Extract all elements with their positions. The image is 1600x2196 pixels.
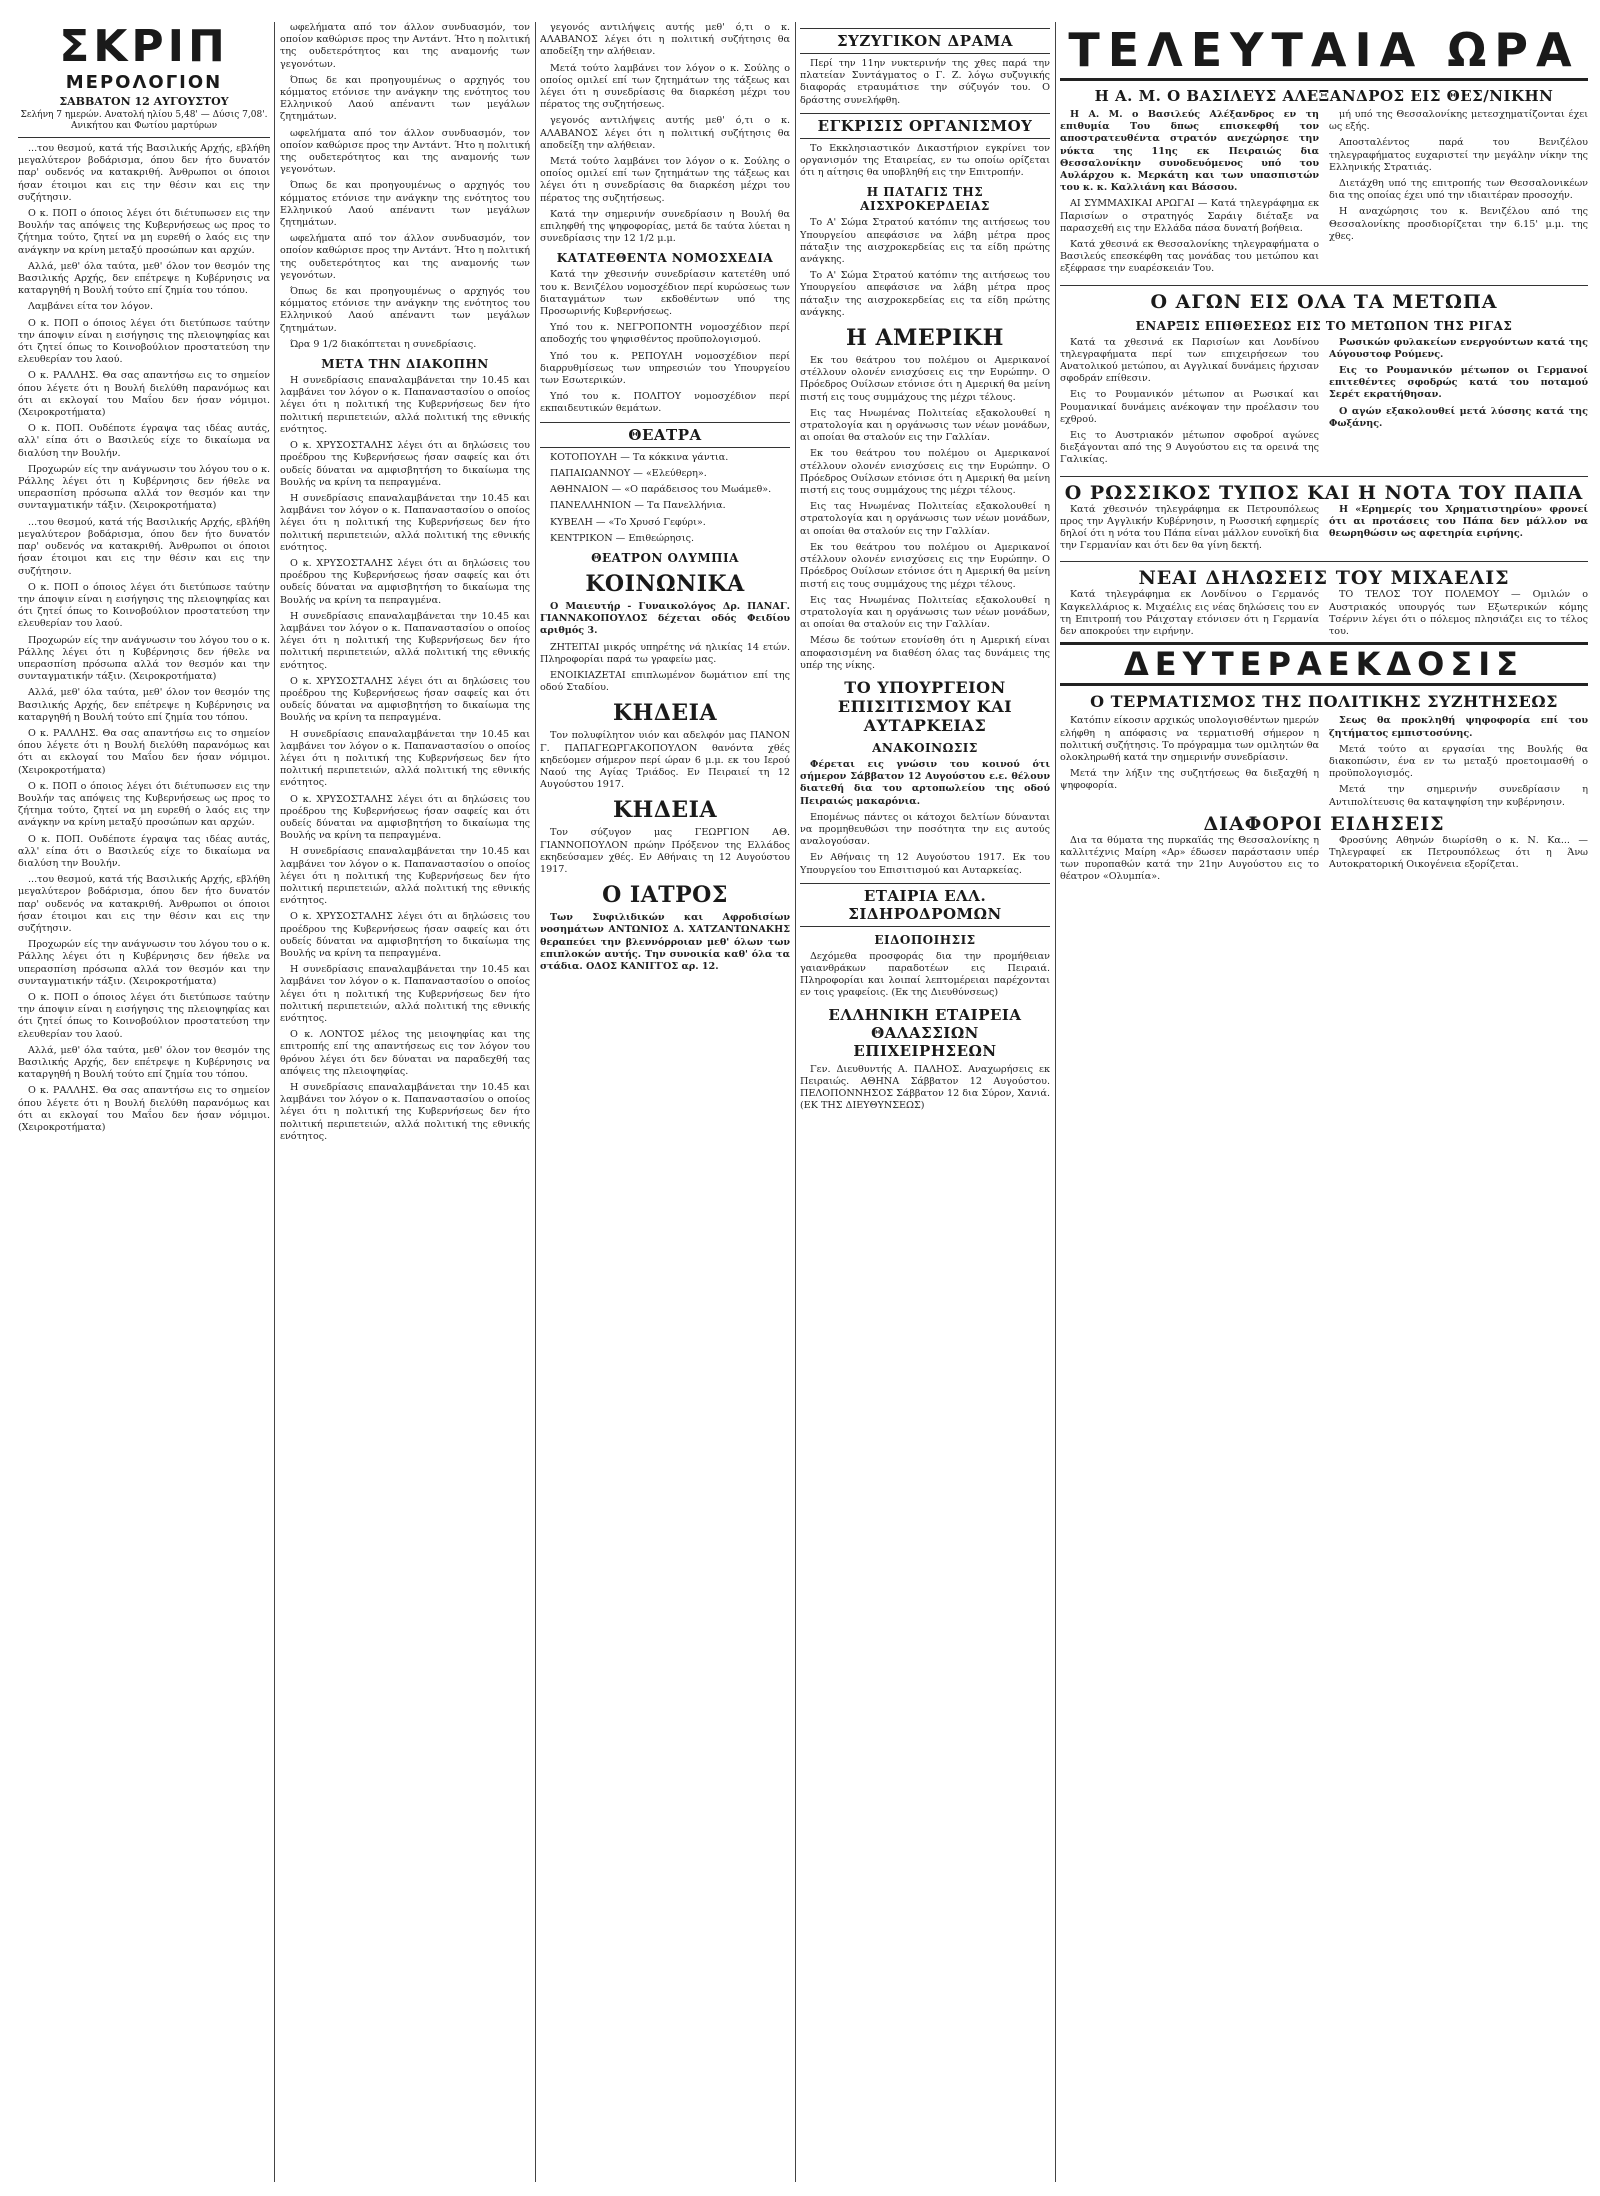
article-paragraph: Ο κ. ΠΟΠ ο όποιος λέγει ότι διετύπωσε ταύτην την άποψιν είναι η εισήγησις της πλειοψηφίας και ότι ζητεί όπως το Κοινοβούλιον προστατεύση την ελευθερίαν του λαού.: [18, 581, 270, 630]
theatres-heading: ΘΕΑΤΡΑ: [540, 422, 790, 448]
article-heading: ΣΥΖΥΓΙΚΟΝ ΔΡΑΜΑ: [800, 28, 1050, 54]
divider: [1060, 285, 1588, 286]
misc-news-heading: ΔΙΑΦΟΡΟΙ ΕΙΔΗΣΕΙΣ: [1203, 812, 1445, 835]
article-paragraph: γεγονός αντιλήψεις αυτής μεθ' ό,τι ο κ. ΑΛΑΒΑΝΟΣ λέγει ότι η πολιτική συζήτησις θα αποδείξη την αλήθειαν.: [540, 22, 790, 58]
newspaper-title: ΣΚΡΙΠ: [59, 22, 229, 72]
article-paragraph: Ο κ. ΠΟΠ ο όποιος λέγει ότι διετύπωσε ταύτην την άποψιν είναι η εισήγησις της πλειοψηφίας και ότι ζητεί όπως το Κοινοβούλιον προστατεύση την ελευθερίαν του λαού.: [18, 317, 270, 366]
masthead: [18, 22, 270, 132]
article-paragraph: Ο κ. ΧΡΥΣΟΣΤΑΛΗΣ λέγει ότι αι δηλώσεις του προέδρου της Κυβερνήσεως ήσαν σαφείς και ότι ουδείς δύναται να αμφισβητήση το δικαίωμα της Βουλής να κρίνη τα πεπραγμένα.: [280, 675, 530, 724]
classified-ad: ΖΗΤΕΙΤΑΙ μικρός υπηρέτης νά ηλικίας 14 ετών. Πληροφορίαι παρά τω γραφείω μας.: [540, 641, 790, 665]
column-rule: [535, 22, 536, 2182]
article-paragraph: Το Α' Σώμα Στρατού κατόπιν της αιτήσεως του Υπουργείου απεφάσισε να λάβη μέτρα προς πάταξιν της αισχροκερδείας εις τα είδη πρώτης ανάγκης.: [800, 270, 1050, 318]
shipping-notice: Γεν. Διευθυντής Α. ΠΑΛΗΟΣ. Αναχωρήσεις εκ Πειραιώς. ΑΘΗΝΑ Σάββατον 12 Αυγούστου. ΠΕΛΟΠΟΝΝΗΣΟΣ Σάββατον 12 δια Σύρον, Χανιά. (ΕΚ ΤΗΣ ΔΙΕΥΘΥΝΣΕΩΣ): [800, 1063, 1050, 1112]
bill-item: Κατά την χθεσινήν συνεδρίασιν κατετέθη υπό του κ. Βενιζέλου νομοσχέδιον περί κυρώσεως των διαταγμάτων των εκδοθέντων υπό της Προσωρινής Κυβερνήσεως.: [540, 269, 790, 318]
article-heading: Ο ΤΕΡΜΑΤΙΣΜΟΣ ΤΗΣ ΠΟΛΙΤΙΚΗΣ ΣΥΖΗΤΗΣΕΩΣ: [1090, 692, 1558, 712]
article-paragraph: Μέσω δε τούτων ετονίσθη ότι η Αμερική είναι αποφασισμένη να διαθέση όλας τας δυνάμεις της υπέρ της νίκης.: [800, 635, 1050, 671]
classified-ad: ΕΝΟΙΚΙΑΖΕΤΑΙ επιπλωμένον δωμάτιον επί της οδού Σταδίου.: [540, 669, 790, 694]
theatre-listing: ΠΑΠΑΙΩΑΝΝΟΥ — «Ελεύθερη».: [550, 467, 707, 479]
article-paragraph: Εις τας Ηνωμένας Πολιτείας εξακολουθεί η στρατολογία και η οργάνωσις των νέων μονάδων, αι οποίαι θα σταλούν εις την Γαλλίαν.: [800, 501, 1050, 537]
bill-item: Υπό του κ. ΡΕΠΟΥΛΗ νομοσχέδιον περί διαρρυθμίσεως των υπηρεσιών του Υπουργείου των Εσωτερικών.: [540, 350, 790, 387]
article-paragraph: Αποσταλέντος παρά του Βενιζέλου τηλεγραφήματος ευχαριστεί την μεγάλην νίκην της Ελληνικής Στρατιάς.: [1329, 137, 1588, 173]
article-paragraph: Ώρα 9 1/2 διακόπτεται η συνεδρίασις.: [290, 338, 477, 350]
ministry-heading: ΤΟ ΥΠΟΥΡΓΕΙΟΝ ΕΠΙΣΙΤΙΣΜΟΥ ΚΑΙ ΑΥΤΑΡΚΕΙΑΣ: [837, 677, 1013, 735]
article-paragraph: Λαμβάνει είτα τον λόγον.: [28, 301, 154, 313]
two-column-block: [1060, 109, 1588, 280]
two-column-block: [1060, 715, 1588, 812]
article-paragraph: Ρωσικών φυλακείων ενεργούντων κατά της Αύγουστοφ Ρούμενς.: [1329, 336, 1588, 360]
article-paragraph: Εις το Ρουμανικόν μέτωπον αι Ρωσικαί και Ρουμανικαί δυνάμεις ανέκοψαν την προέλασιν του εχθρού.: [1060, 389, 1319, 425]
article-paragraph: Αλλά, μεθ' όλα ταύτα, μεθ' όλον τον θεσμόν της Βασιλικής Αρχής, δεν επέτρεψε η Κυβέρνησις να καταργηθή η Βουλή τούτο επί ζημία του τόπου.: [18, 260, 270, 297]
divider: [1060, 476, 1588, 477]
article-paragraph: Η συνεδρίασις επαναλαμβάνεται την 10.45 και λαμβάνει τον λόγον ο κ. Παπαναστασίου ο οποίος λέγει ότι η πολιτική της Κυβερνήσεως δεν ήτο πολιτική περιπετειών, αλλά πολιτική της εθνικής ενότητος.: [280, 846, 530, 907]
article-paragraph: Ο κ. ΧΡΥΣΟΣΤΑΛΗΣ λέγει ότι αι δηλώσεις του προέδρου της Κυβερνήσεως ήσαν σαφείς και ότι ουδείς δύναται να αμφισβητήση το δικαίωμα της Βουλής να κρίνη τα πεπραγμένα.: [280, 793, 530, 842]
article-paragraph: ...του θεσμού, κατά τής Βασιλικής Αρχής, εβλήθη μεγαλύτερον βοδάρισμα, όπου δεν ήτο δυνατόν παρ' ουδενός να κατακριθή. Άνθρωποι οι όποιοι ήσαν έτοιμοι και εις την θέσιν και εις την συζήτησιν.: [18, 516, 270, 577]
article-paragraph: Εις τας Ηνωμένας Πολιτείας εξακολουθεί η στρατολογία και η οργάνωσις των νέων μονάδων, αι οποίαι θα σταλούν εις την Γαλλίαν.: [800, 594, 1050, 631]
article-paragraph: Αλλά, μεθ' όλα ταύτα, μεθ' όλον τον θεσμόν της Βασιλικής Αρχής, δεν επέτρεψε η Κυβέρνησις να καταργηθή η Βουλή τούτο επί ζημία του τόπου.: [18, 1044, 270, 1081]
article-paragraph: Η συνεδρίασις επαναλαμβάνεται την 10.45 και λαμβάνει τον λόγον ο κ. Παπαναστασίου ο οποίος λέγει ότι η πολιτική της Κυβερνήσεως δεν ήτο πολιτική περιπετειών, αλλά πολιτική της εθνικής ενότητος.: [280, 375, 530, 435]
two-column-block: [1060, 589, 1588, 642]
article-paragraph: Το Εκκλησιαστικόν Δικαστήριον εγκρίνει τον οργανισμόν της Εταιρείας, εν τω οποίω ορίζεται ότι η αίτησις θα υποβληθή εις την Επιτροπήν.: [800, 142, 1050, 179]
article-paragraph: Εις το Αυστριακόν μέτωπον σφοδροί αγώνες διεξάγονται από της 9 Αυγούστου εις τα ορεινά της Γαλικίας.: [1060, 430, 1319, 466]
article-paragraph: Η συνεδρίασις επαναλαμβάνεται την 10.45 και λαμβάνει τον λόγον ο κ. Παπαναστασίου ο οποίος λέγει ότι η πολιτική της Κυβερνήσεως δεν ήτο πολιτική περιπετειών, αλλά πολιτική της εθνικής ενότητος.: [280, 964, 530, 1025]
article-paragraph: Εκ του θεάτρου του πολέμου οι Αμερικανοί στέλλουν ολονέν ενισχύσεις εις την Ευρώπην. Ο Πρόεδρος Ουίλσων ετόνισε ότι η Αμερική θα μείνη πιστή εις τους συμμάχους της μέχρι τέλους.: [800, 355, 1050, 403]
article-paragraph: γεγονός αντιλήψεις αυτής μεθ' ό,τι ο κ. ΑΛΑΒΑΝΟΣ λέγει ότι η πολιτική συζήτησις θα αποδείξη την αλήθειαν.: [540, 115, 790, 151]
article-heading: Η ΠΑΤΑΓΙΣ ΤΗΣ ΑΙΣΧΡΟΚΕΡΔΕΙΑΣ: [860, 185, 990, 214]
michaelis-heading: ΝΕΑΙ ΔΗΛΩΣΕΙΣ ΤΟΥ ΜΙΧΑΕΛΙΣ: [1138, 567, 1510, 590]
article-heading: ΕΓΚΡΙΣΙΣ ΟΡΓΑΝΙΣΜΟΥ: [800, 113, 1050, 139]
column-rule: [274, 22, 275, 2182]
article-paragraph: Ο κ. ΠΟΠ ο όποιος λέγει ότι διέτυπωσεν εις την Βουλήν τας απόψεις της Κυβερνήσεως ως προς το ζήτημα τούτο, ζητεί να μη ευρεθή ο λαός εις την ανάγκην να κρίνη μεταξύ προσώπων και αρχών.: [18, 208, 270, 256]
column-rule: [795, 22, 796, 2182]
doctor-heading: Ο ΙΑΤΡΟΣ: [602, 882, 728, 909]
announcement-subheading: ΑΝΑΚΟΙΝΩΣΙΣ: [872, 740, 978, 755]
railway-heading: ΕΤΑΙΡΙΑ ΕΛΛ. ΣΙΔΗΡΟΔΡΟΜΩΝ: [800, 883, 1050, 927]
fronts-heading: Ο ΑΓΩΝ ΕΙΣ ΟΛΑ ΤΑ ΜΕΤΩΠΑ: [1150, 290, 1498, 313]
notice-subheading: ΕΙΔΟΠΟΙΗΣΙΣ: [874, 932, 976, 947]
article-paragraph: Κατά τηλεγράφημα εκ Λονδίνου ο Γερμανός Καγκελλάριος κ. Μιχαέλις εις νέας δηλώσεις του εν τη Επιτροπή του Ράιχσταγ ετόνισεν ότι η Γερμανία δεν αποκρούει την ειρήνην.: [1060, 589, 1319, 638]
issue-date: ΣΑΒΒΑΤΟΝ 12 ΑΥΓΟΥΣΤΟΥ: [59, 95, 229, 108]
article-paragraph: Η «Ερημερίς του Χρηματιστηρίου» φρονεί ότι αι προτάσεις του Πάπα δεν μάλλον να θεωρηθώσιν ως αφετηρία ειρήνης.: [1329, 503, 1588, 540]
theatre-listing: ΚΥΒΕΛΗ — «Το Χρυσό Γεφύρι».: [550, 516, 706, 528]
article-paragraph: Όπως δε και προηγουμένως ο αρχηγός του κόμματος ετόνισε την ανάγκην της ενότητος του Ελληνικού Λαού απέναντι των μεγάλων ζητημάτων.: [280, 180, 530, 229]
article-paragraph: Περί την 11ην νυκτερινήν της χθες παρά την πλατείαν Συντάγματος ο Γ. Ζ. λόγω συζυγικής διαφοράς ετραυμάτισε την σύζυγόν του. Ο δράστης συνελήφθη.: [800, 58, 1050, 106]
theatre-listing: ΑΘΗΝΑΙΟΝ — «Ο παράδεισος του Μωάμεθ».: [550, 484, 772, 496]
article-paragraph: Όπως δε και προηγουμένως ο αρχηγός του κόμματος ετόνισε την ανάγκην της ενότητος του Ελληνικού Λαού απέναντι των μεγάλων ζητημάτων.: [280, 286, 530, 334]
funeral-notice: Τον σύζυγον μας ΓΕΩΡΓΙΟΝ ΑΘ. ΓΙΑΝΝΟΠΟΥΛΟΝ πρώην Πρόξενον της Ελλάδος εκηδεύσαμεν χθές. Εν Αθήναις τη 12 Αυγούστου 1917.: [540, 827, 790, 875]
fronts-subheading: ΕΝΑΡΞΙΣ ΕΠΙΘΕΣΕΩΣ ΕΙΣ ΤΟ ΜΕΤΩΠΟΝ ΤΗΣ ΡΙΓΑΣ: [1135, 318, 1513, 333]
funeral-notice: Τον πολυφίλητον υιόν και αδελφόν μας ΠΑΝΟΝ Γ. ΠΑΠΑΓΕΩΡΓΑΚΟΠΟΥΛΟΝ θανόντα χθές κηδεύομεν σήμερον περί ώραν 6 μ.μ. εκ του Ιερού Ναού της Αγίας Τριάδος. Εν Πειραιεί τη 12 Αυγούστου 1917.: [540, 730, 790, 791]
article-heading: Η Α. Μ. Ο ΒΑΣΙΛΕΥΣ ΑΛΕΞΑΝΔΡΟΣ ΕΙΣ ΘΕΣ/ΝΙΚΗΝ: [1094, 87, 1554, 105]
calendar-heading: ΜΕΡΟΛΟΓΙΟΝ: [65, 72, 223, 93]
article-paragraph: Μετά την σημερινήν συνεδρίασιν η Αντιπολίτευσις θα καταψηφίση την κυβέρνησιν.: [1329, 784, 1588, 808]
article-paragraph: Ο κ. ΠΟΠ ο όποιος λέγει ότι διέτυπωσεν εις την Βουλήν τας απόψεις της Κυβερνήσεως ως προς το ζήτημα τούτο, ζητεί να μη ευρεθή ο λαός εις την ανάγκην να κρίνη μεταξύ προσώπων και αρχών.: [18, 780, 270, 829]
article-paragraph: Μετά τούτο λαμβάνει τον λόγον ο κ. Σούλης ο οποίος ομιλεί επί των ζητημάτων της τάξεως και λέγει ότι η συνεδρίασις θα διαρκέση μέχρι του πέρατος της συζητήσεως.: [540, 62, 790, 111]
theatre-listing: ΚΟΤΟΠΟΥΛΗ — Τα κόκκινα γάντια.: [550, 451, 729, 463]
article-paragraph: Η Α. Μ. ο Βασιλεύς Αλέξανδρος εν τη επιθυμία Του δπως επισκεφθή τον αποστρατευθέντα στρατόν ανεχώρησε την νύκτα της 11ης εκ Πειραιώς δια Θεσσαλονίκην συνοδευόμενος υπό του Αυλάρχου κ. Μερκάτη και των υπασπιστών του κ. κ. Καλλιάνη και Βάσσου.: [1060, 109, 1319, 194]
second-edition-banner: ΔΕΥΤΕΡΑΕΚΔΟΣΙΣ: [1060, 642, 1588, 686]
two-column-block: [1060, 835, 1588, 888]
article-paragraph: Όπως δε και προηγουμένως ο αρχηγός του κόμματος ετόνισε την ανάγκην της ενότητος του Ελληνικού Λαού απέναντι των μεγάλων ζητημάτων.: [280, 74, 530, 123]
announcement-paragraph: Φέρεται εις γνώσιν του κοινού ότι σήμερον Σάββατον 12 Αυγούστου ε.ε. θέλουν διατεθή δια του αρτοπωλείου της οδού Πειραιώς μακαρόνια.: [800, 758, 1050, 807]
article-paragraph: Προχωρών είς την ανάγνωσιν του λόγου του ο κ. Ράλλης λέγει ότι η Κυβέρνησις δεν ήθελε να υπερασπίση πρόσωπα αλλά τον θεσμόν και την συνταγματικήν τάξιν. (Χειροκροτήματα): [18, 463, 270, 512]
article-paragraph: Το Α' Σώμα Στρατού κατόπιν της αιτήσεως του Υπουργείου απεφάσισε να λάβη μέτρα προς πάταξιν της αισχροκερδείας εις τα είδη πρώτης ανάγκης.: [800, 217, 1050, 266]
article-paragraph: Ο κ. ΡΑΛΛΗΣ. Θα σας απαντήσω εις το σημείον όπου λέγετε ότι η Βουλή διελύθη παρανόμως και ότι αι εκλογαί του Μαΐου δεν ήσαν νόμιμοι. (Χειροκροτήματα): [18, 370, 270, 419]
parliament-article: [18, 143, 270, 1134]
column-3: [540, 22, 790, 2182]
column-1: [18, 22, 270, 2182]
article-paragraph: Εκ του θεάτρου του πολέμου οι Αμερικανοί στέλλουν ολονέν ενισχύσεις εις την Ευρώπην. Ο Πρόεδρος Ουίλσων ετόνισε ότι η Αμερική θα μείνη πιστή εις τους συμμάχους της μέχρι τέλους.: [800, 541, 1050, 590]
america-heading: Η ΑΜΕΡΙΚΗ: [846, 325, 1004, 352]
pope-heading: Ο ΡΩΣΣΙΚΟΣ ΤΥΠΟΣ ΚΑΙ Η ΝΟΤΑ ΤΟΥ ΠΑΠΑ: [1064, 481, 1584, 504]
section-subheading: ΚΑΤΑΤΕΘΕΝΤΑ ΝΟΜΟΣΧΕΔΙΑ: [556, 251, 774, 266]
article-paragraph: μή υπό της Θεσσαλονίκης μετεσχηματίζονται έχει ως εξής.: [1329, 109, 1588, 133]
classified-ad: Ο Μαιευτήρ - Γυναικολόγος Δρ. ΠΑΝΑΓ. ΓΙΑΝΝΑΚΟΠΟΥΛΟΣ δέχεται οδός Φειδίου αριθμός 3.: [540, 600, 790, 637]
article-paragraph: Εις το Ρουμανικόν μέτωπον οι Γερμανοί επιτεθέντες σφοδρώς κατά του ποταμού Σερέτ εκρατήθησαν.: [1329, 365, 1588, 401]
latest-hour-banner: ΤΕΛΕΥΤΑΙΑ ΩΡΑ: [1060, 22, 1588, 81]
article-paragraph: Ο κ. ΠΟΠ ο όποιος λέγει ότι διετύπωσε ταύτην την άποψιν είναι η εισήγησις της πλειοψηφίας και ότι ζητεί όπως το Κοινοβούλιον προστατεύση την ελευθερίαν του λαού.: [18, 992, 270, 1040]
almanac-note: Σελήνη 7 ημερών. Ανατολή ηλίου 5,48' — Δύσις 7,08'. Ανικήτου και Φωτίου μαρτύρων: [20, 110, 268, 131]
article-paragraph: Ο κ. ΧΡΥΣΟΣΤΑΛΗΣ λέγει ότι αι δηλώσεις του προέδρου της Κυβερνήσεως ήσαν σαφείς και ότι ουδείς δύναται να αμφισβητήση το δικαίωμα της Βουλής να κρίνη τα πεπραγμένα.: [280, 557, 530, 606]
article-paragraph: Αλλά, μεθ' όλα ταύτα, μεθ' όλον τον θεσμόν της Βασιλικής Αρχής, δεν επέτρεψε η Κυβέρνησις να καταργηθή η Βουλή τούτο επί ζημία του τόπου.: [18, 687, 270, 723]
article-paragraph: Εκ του θεάτρου του πολέμου οι Αμερικανοί στέλλουν ολονέν ενισχύσεις εις την Ευρώπην. Ο Πρόεδρος Ουίλσων ετόνισε ότι η Αμερική θα μείνη πιστή εις τους συμμάχους της μέχρι τέλους.: [800, 448, 1050, 497]
article-paragraph: Ο κ. ΡΑΛΛΗΣ. Θα σας απαντήσω εις το σημείον όπου λέγετε ότι η Βουλή διελύθη παρανόμως και ότι αι εκλογαί του Μαΐου δεν ήσαν νόμιμοι. (Χειροκροτήματα): [18, 1085, 270, 1134]
article-paragraph: Κατόπιν είκοσιν αρχικώς υπολογισθέντων ημερών ελήφθη η απόφασις να τερματισθή σήμερον η πολιτική συζήτησις. Το πρόγραμμα των ομιλητών θα ολοκληρωθή κατά την σημερινήν συνεδρίασιν.: [1060, 715, 1319, 763]
article-paragraph: Ο κ. ΠΟΠ. Ουδέποτε έγραψα τας ιδέας αυτάς, αλλ' είπα ότι ο Βασιλεύς είχε το δικαίωμα να διαλύση την Βουλήν.: [18, 833, 270, 869]
article-paragraph: Προχωρών είς την ανάγνωσιν του λόγου του ο κ. Ράλλης λέγει ότι η Κυβέρνησις δεν ήθελε να υπερασπίση πρόσωπα αλλά τον θεσμόν και την συνταγματικήν τάξιν. (Χειροκροτήματα): [18, 939, 270, 987]
two-column-block: [1060, 504, 1588, 557]
railway-notice: Δεχόμεθα προσφοράς δια την προμήθειαν γαιανθράκων παραδοτέων εις Πειραιά. Πληροφορίαι και λοιπαί λεπτομέρειαι παρέχονται εν τοις γραφείοις. (Εκ της Διευθύνσεως): [800, 950, 1050, 999]
bill-item: Υπό του κ. ΝΕΓΡΟΠΟΝΤΗ νομοσχέδιον περί αποδοχής του ψηφισθέντος προϋπολογισμού.: [540, 322, 790, 346]
article-paragraph: Η συνεδρίασις επαναλαμβάνεται την 10.45 και λαμβάνει τον λόγον ο κ. Παπαναστασίου ο οποίος λέγει ότι η πολιτική της Κυβερνήσεως δεν ήτο πολιτική περιπετειών, αλλά πολιτική της εθνικής ενότητος.: [280, 1082, 530, 1142]
article-paragraph: Μετά τούτο αι εργασίαι της Βουλής θα διακοπώσιν, ένα εν τω μεταξύ προετοιμασθή ο προϋπολογισμός.: [1329, 743, 1588, 780]
funeral-heading: ΚΗΔΕΙΑ: [612, 700, 718, 727]
article-paragraph: Κατά χθεσινά εκ Θεσσαλονίκης τηλεγραφήματα ο Βασιλεύς επεσκέφθη τας μονάδας του μετώπου και εξέφρασε την ευαρέσκειάν Του.: [1060, 239, 1319, 275]
article-paragraph: ωφελήματα από τον άλλον συνδυασμόν, τον οποίον καθώρισε προς την Αντάντ. Ήτο η πολιτική της ουδετερότητος και της αναμονής των γεγονότων.: [280, 233, 530, 281]
article-paragraph: Ο κ. ΡΑΛΛΗΣ. Θα σας απαντήσω εις το σημείον όπου λέγετε ότι η Βουλή διελύθη παρανόμως και ότι αι εκλογαί του Μαΐου δεν ήσαν νόμιμοι. (Χειροκροτήματα): [18, 727, 270, 776]
article-paragraph: Εις τας Ηνωμένας Πολιτείας εξακολουθεί η στρατολογία και η οργάνωσις των νέων μονάδων, αι οποίαι θα σταλούν εις την Γαλλίαν.: [800, 407, 1050, 444]
column-4: [800, 22, 1050, 2182]
article-paragraph: ΑΙ ΣΥΜΜΑΧΙΚΑΙ ΑΡΩΓΑΙ — Κατά τηλεγράφημα εκ Παρισίων ο στρατηγός Σαράιγ διέταξε να παρασχεθή εις την Ελλάδα πάσα δυνατή βοήθεια.: [1060, 198, 1319, 234]
column-2: [280, 22, 530, 2182]
bill-item: Υπό του κ. ΠΟΛΙΤΟΥ νομοσχέδιον περί εκπαιδευτικών θεμάτων.: [540, 391, 790, 415]
article-paragraph: Κατά τα χθεσινά εκ Παρισίων και Λονδίνου τηλεγραφήματα περί των επιχειρήσεων του Ανατολικού μετώπου, αι Αγγλικαί δυνάμεις ήρχισαν σφοδράν επίθεσιν.: [1060, 336, 1319, 385]
article-paragraph: Η αναχώρησις του κ. Βενιζέλου από της Θεσσαλονίκης προσδιορίζεται την 6.15' μ.μ. της χθες.: [1329, 206, 1588, 242]
article-paragraph: Μετά την λήξιν της συζητήσεως θα διεξαχθή η ψηφοφορία.: [1060, 768, 1319, 792]
doctor-ad: Των Συφιλιδικών και Αφροδισίων νοσημάτων ΑΝΤΩΝΙΟΣ Δ. ΧΑΤΖΑΝΤΩΝΑΚΗΣ θεραπεύει την βλεννόρροιαν μεθ' όλων των επιπλοκών αυτής. Την συνοικία καθ' όλα τα στάδια. ΟΔΟΣ ΚΑΝΙΓΓΟΣ αρ. 12.: [540, 912, 790, 972]
article-paragraph: Κατά την σημερινήν συνεδρίασιν η Βουλή θα επιληφθή της ψηφοφορίας, μετά δε ταύτα λύεται η συνεδρίασις την 12 1/2 μ.μ.: [540, 208, 790, 245]
article-paragraph: Δια τα θύματα της πυρκαϊάς της Θεσσαλονίκης η καλλιτέχνις Μαίρη «Αρ» έδωσεν παράστασιν υπέρ των πυροπαθών κατά την 21ην Αυγούστου εις το θέατρον «Ολυμπία».: [1060, 834, 1319, 883]
shipping-heading: ΕΛΛΗΝΙΚΗ ΕΤΑΙΡΕΙΑ ΘΑΛΑΣΣΙΩΝ ΕΠΙΧΕΙΡΗΣΕΩΝ: [828, 1005, 1022, 1060]
theatre-listing: ΠΑΝΕΛΛΗΝΙΟΝ — Τα Πανελλήνια.: [550, 500, 726, 512]
article-paragraph: Ο αγών εξακολουθεί μετά λύσσης κατά της Φωξάνης.: [1329, 405, 1588, 429]
article-paragraph: ΤΟ ΤΕΛΟΣ ΤΟΥ ΠΟΛΕΜΟΥ — Ομιλών ο Αυστριακός υπουργός των Εξωτερικών κόμης Τσέρνιν λέγει ότι ο πόλεμος πλησιάζει εις το τέλος του.: [1329, 589, 1588, 638]
theatre-listing: ΚΕΝΤΡΙΚΟΝ — Επιθεώρησις.: [550, 532, 695, 544]
theatre-olympia: ΘΕΑΤΡΟΝ ΟΛΥΜΠΙΑ: [591, 550, 739, 565]
article-paragraph: Σεως θα προκληθή ψηφοφορία επί του ζητήματος εμπιστοσύνης.: [1329, 715, 1588, 739]
announcement-paragraph: Επομένως πάντες οι κάτοχοι δελτίων δύνανται να προμηθευθώσι την ποσότητα την εις αυτούς αναλογούσαν.: [800, 811, 1050, 848]
divider: [18, 137, 270, 138]
society-heading: ΚΟΙΝΩΝΙΚΑ: [585, 570, 745, 597]
article-paragraph: Φροσύνης Αθηνών διωρίσθη ο κ. Ν. Κα... — Τηλεγραφεί εκ Πετρουπόλεως ότι η Άνω Αυτοκρατορική Οικογένεια εξορίζεται.: [1329, 834, 1588, 871]
article-paragraph: Ο κ. ΧΡΥΣΟΣΤΑΛΗΣ λέγει ότι αι δηλώσεις του προέδρου της Κυβερνήσεως ήσαν σαφείς και ότι ουδείς δύναται να αμφισβητήση το δικαίωμα της Βουλής να κρίνη τα πεπραγμένα.: [280, 440, 530, 488]
article-paragraph: Μετά τούτο λαμβάνει τον λόγον ο κ. Σούλης ο οποίος ομιλεί επί των ζητημάτων της τάξεως και λέγει ότι η συνεδρίασις θα διαρκέση μέχρι του πέρατος της συζητήσεως.: [540, 156, 790, 204]
section-subheading: ΜΕΤΑ ΤΗΝ ΔΙΑΚΟΠΗΝ: [321, 357, 489, 372]
article-paragraph: Ο κ. ΛΟΝΤΟΣ μέλος της μειοψηφίας και της επιτροπής επί της απαντήσεως εις τον λόγον του θρόνου λέγει ότι δεν δύναται να παραδεχθή τας απόψεις της πλειοψηφίας.: [280, 1029, 530, 1077]
article-paragraph: Κατά χθεσινόν τηλεγράφημα εκ Πετρουπόλεως προς την Αγγλικήν Κυβέρνησιν, η Ρωσσική εφημερίς δηλοί ότι η νότα του Πάπα είναι μάλλον ευνοϊκή δια την Γερμανίαν και ότι δεν θα γίνη δεκτή.: [1060, 503, 1319, 552]
article-paragraph: ...του θεσμού, κατά τής Βασιλικής Αρχής, εβλήθη μεγαλύτερον βοδάρισμα, όπου δεν ήτο δυνατόν παρ' ουδενός να κατακριθή. Άνθρωποι οι όποιοι ήσαν έτοιμοι και εις την θέσιν και εις την συζήτησιν.: [18, 143, 270, 203]
article-paragraph: ωφελήματα από τον άλλον συνδυασμόν, τον οποίον καθώρισε προς την Αντάντ. Ήτο η πολιτική της ουδετερότητος και της αναμονής των γεγονότων.: [280, 22, 530, 70]
article-paragraph: Διετάχθη υπό της επιτροπής των Θεσσαλονικέων δια της οποίας έχει υπό την ιδιαιτέραν προσοχήν.: [1329, 178, 1588, 202]
two-column-block: [1060, 337, 1588, 471]
announcement-paragraph: Εν Αθήναις τη 12 Αυγούστου 1917. Εκ του Υπουργείου του Επισιτισμού και Αυταρκείας.: [800, 852, 1050, 876]
column-5: [1060, 22, 1588, 2182]
article-paragraph: Ο κ. ΠΟΠ. Ουδέποτε έγραψα τας ιδέας αυτάς, αλλ' είπα ότι ο Βασιλεύς είχε το δικαίωμα να διαλύση την Βουλήν.: [18, 423, 270, 459]
divider: [1060, 561, 1588, 562]
funeral-heading: ΚΗΔΕΙΑ: [612, 797, 718, 824]
article-paragraph: Ο κ. ΧΡΥΣΟΣΤΑΛΗΣ λέγει ότι αι δηλώσεις του προέδρου της Κυβερνήσεως ήσαν σαφείς και ότι ουδείς δύναται να αμφισβητήση το δικαίωμα της Βουλής να κρίνη τα πεπραγμένα.: [280, 911, 530, 960]
column-rule: [1055, 22, 1056, 2182]
article-paragraph: ωφελήματα από τον άλλον συνδυασμόν, τον οποίον καθώρισε προς την Αντάντ. Ήτο η πολιτική της ουδετερότητος και της αναμονής των γεγονότων.: [280, 127, 530, 176]
article-paragraph: Η συνεδρίασις επαναλαμβάνεται την 10.45 και λαμβάνει τον λόγον ο κ. Παπαναστασίου ο οποίος λέγει ότι η πολιτική της Κυβερνήσεως δεν ήτο πολιτική περιπετειών, αλλά πολιτική της εθνικής ενότητος.: [280, 610, 530, 671]
article-paragraph: Η συνεδρίασις επαναλαμβάνεται την 10.45 και λαμβάνει τον λόγον ο κ. Παπαναστασίου ο οποίος λέγει ότι η πολιτική της Κυβερνήσεως δεν ήτο πολιτική περιπετειών, αλλά πολιτική της εθνικής ενότητος.: [280, 492, 530, 553]
article-paragraph: Η συνεδρίασις επαναλαμβάνεται την 10.45 και λαμβάνει τον λόγον ο κ. Παπαναστασίου ο οποίος λέγει ότι η πολιτική της Κυβερνήσεως δεν ήτο πολιτική περιπετειών, αλλά πολιτική της εθνικής ενότητος.: [280, 728, 530, 789]
article-paragraph: ...του θεσμού, κατά τής Βασιλικής Αρχής, εβλήθη μεγαλύτερον βοδάρισμα, όπου δεν ήτο δυνατόν παρ' ουδενός να κατακριθή. Άνθρωποι οι όποιοι ήσαν έτοιμοι και εις την θέσιν και εις την συζήτησιν.: [18, 874, 270, 934]
article-paragraph: Προχωρών είς την ανάγνωσιν του λόγου του ο κ. Ράλλης λέγει ότι η Κυβέρνησις δεν ήθελε να υπερασπίση πρόσωπα αλλά τον θεσμόν και την συνταγματικήν τάξιν. (Χειροκροτήματα): [18, 634, 270, 683]
